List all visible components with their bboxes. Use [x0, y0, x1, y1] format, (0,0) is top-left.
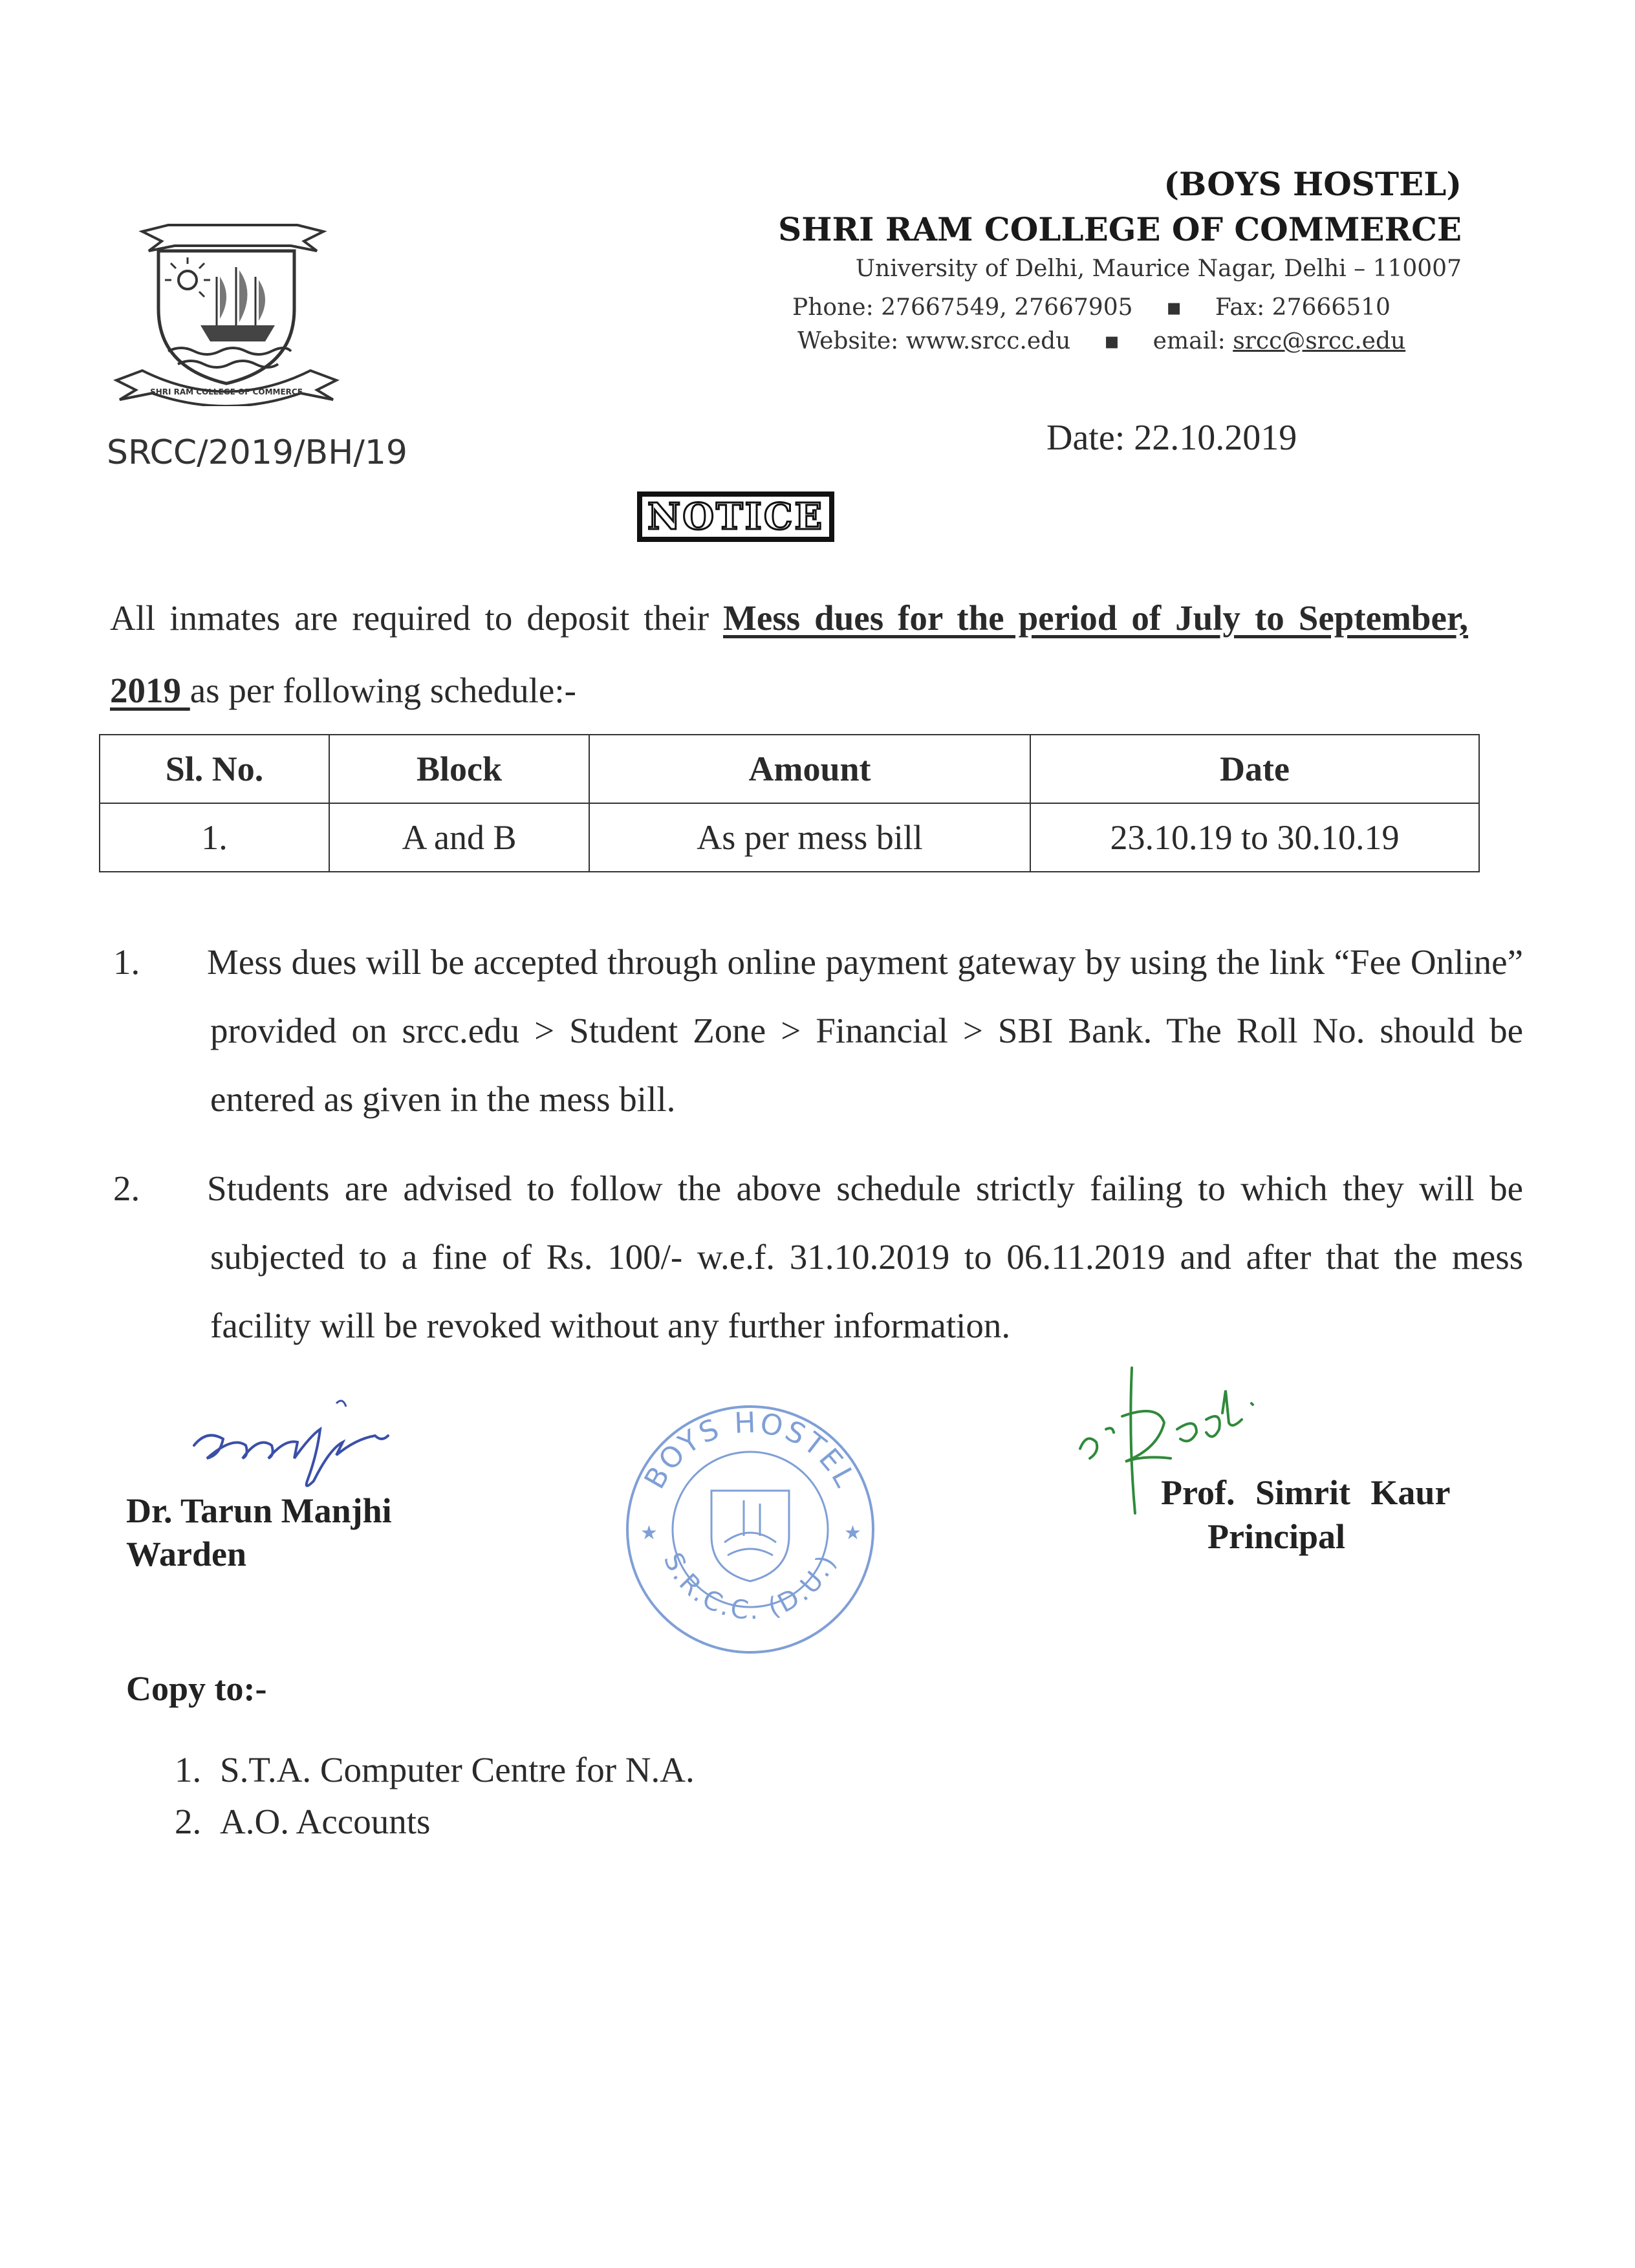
svg-text:★: ★	[844, 1522, 861, 1544]
list-number: 2.	[175, 1802, 202, 1841]
header-contact-line	[792, 294, 1391, 321]
reference-number: SRCC/2019/BH/19	[107, 433, 408, 472]
table-cell: 23.10.19 to 30.10.19	[1030, 803, 1479, 872]
header-address: University of Delhi, Maurice Nagar, Delhi – 110007	[855, 255, 1462, 282]
intro-text-1: All inmates are required to deposit their	[110, 598, 723, 638]
copy-to-text: A.O. Accounts	[220, 1802, 431, 1841]
header-email-label: email:	[1153, 328, 1226, 354]
table-cell: 1.	[100, 803, 329, 872]
svg-text:S.R.C.C. (D.U.)	[658, 1548, 843, 1626]
notice-date: Date: 22.10.2019	[1046, 418, 1297, 458]
svg-text:★: ★	[640, 1522, 658, 1544]
intro-emphasis: Mess dues for the period of July to September, 2019	[110, 598, 1468, 710]
table-cell: As per mess bill	[589, 803, 1030, 872]
intro-text-2: as per following schedule:-	[189, 671, 576, 710]
header-web-line	[797, 328, 1405, 354]
table-header-cell: Sl. No.	[100, 735, 329, 803]
table-header-cell: Date	[1030, 735, 1479, 803]
principal-title: Principal	[1207, 1517, 1345, 1556]
logo-text: SHRI RAM COLLEGE OF COMMERCE	[150, 387, 303, 396]
schedule-table	[99, 734, 1480, 872]
intro-paragraph	[110, 582, 1468, 727]
table-row	[100, 803, 1479, 872]
table-header-cell: Block	[329, 735, 589, 803]
warden-name: Dr. Tarun Manjhi	[126, 1491, 392, 1530]
point-2	[113, 1154, 1523, 1360]
copy-to-label: Copy to:-	[126, 1669, 267, 1708]
svg-text:BOYS HOSTEL	[638, 1406, 863, 1494]
college-logo	[103, 206, 349, 406]
point-text: Students are advised to follow the above schedule strictly failing to which they will be subjected to a fine of Rs. 100/- w.e.f. 31.10.2019 to 06.11.2019 and after that the mess facility will be revoked without any further information.	[207, 1169, 1523, 1345]
separator-dot: ▪	[1165, 294, 1182, 321]
header-college-name: SHRI RAM COLLEGE OF COMMERCE	[778, 210, 1462, 248]
list-number: 1.	[113, 942, 140, 982]
principal-name: Prof. Simrit Kaur	[1161, 1473, 1451, 1512]
header-email: srcc@srcc.edu	[1233, 328, 1406, 354]
list-number: 2.	[113, 1169, 140, 1208]
table-cell: A and B	[329, 803, 589, 872]
warden-signature	[181, 1384, 440, 1494]
copy-to-text: S.T.A. Computer Centre for N.A.	[220, 1750, 695, 1789]
table-header-cell: Amount	[589, 735, 1030, 803]
header-fax: Fax: 27666510	[1215, 294, 1391, 321]
copy-to-item	[175, 1801, 430, 1842]
point-text: Mess dues will be accepted through online payment gateway by using the link “Fee Online” provided on srcc.edu > Student Zone > Financial > SBI Bank. The Roll No. should be entered as given in the mess bill.	[207, 942, 1523, 1119]
table-header-row	[100, 735, 1479, 803]
list-number: 1.	[175, 1750, 202, 1789]
notice-title: NOTICE	[637, 491, 834, 542]
stamp-bottom-text: S.R.C.C. (D.U.)	[657, 1548, 843, 1626]
stamp-top-text: BOYS HOSTEL	[638, 1406, 863, 1495]
header-phone: Phone: 27667549, 27667905	[792, 294, 1133, 321]
header-website: Website: www.srcc.edu	[797, 328, 1071, 354]
separator-dot: ▪	[1103, 328, 1120, 354]
copy-to-item	[175, 1749, 695, 1790]
point-1	[113, 928, 1523, 1134]
warden-title: Warden	[126, 1535, 247, 1573]
header-unit: (BOYS HOSTEL)	[1164, 165, 1462, 203]
hostel-stamp	[614, 1394, 886, 1665]
